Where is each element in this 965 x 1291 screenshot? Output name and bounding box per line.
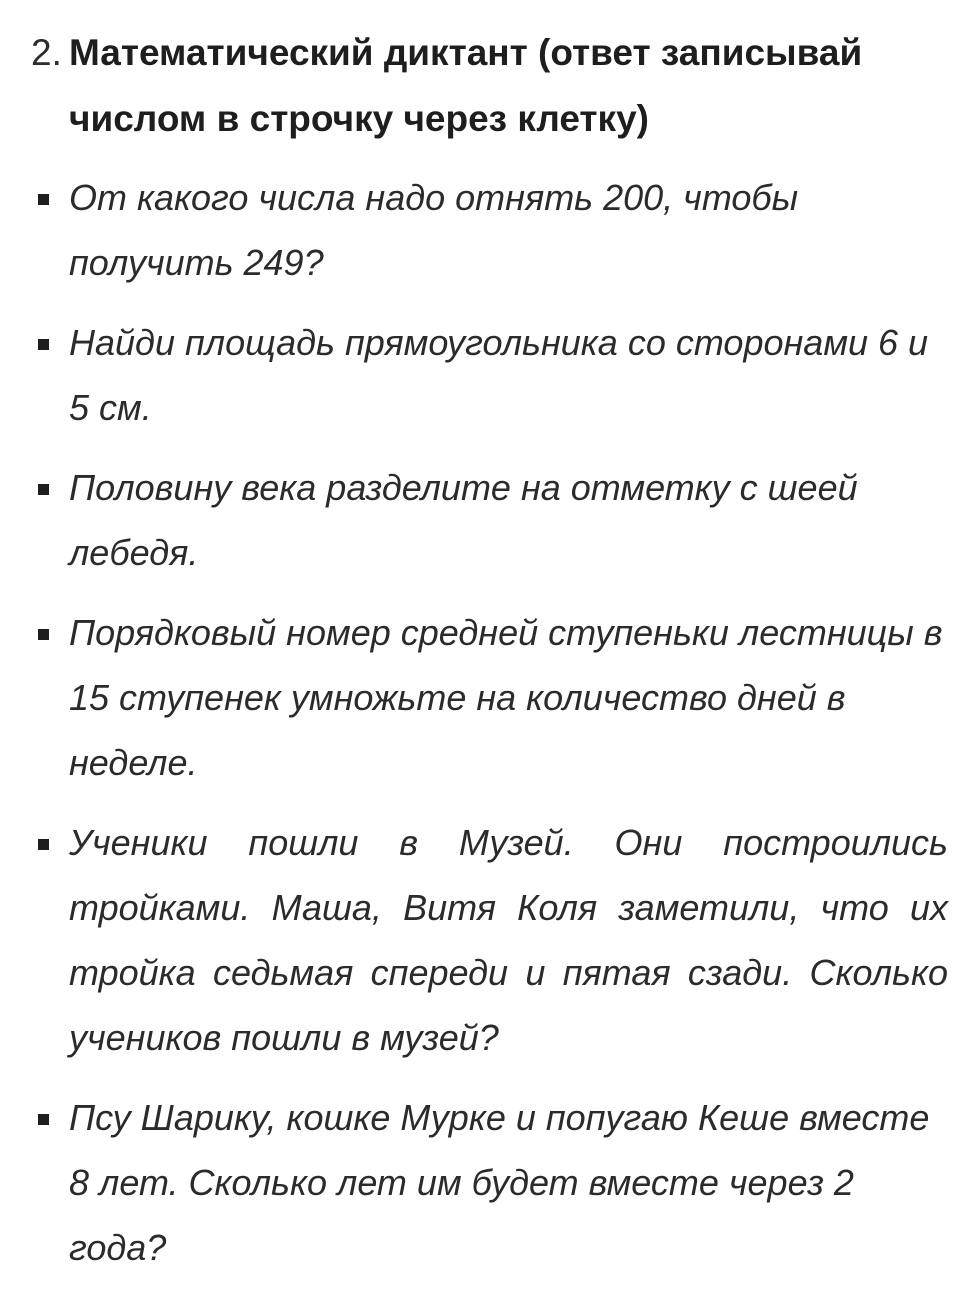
task-heading — [31, 20, 931, 152]
task-number: 2. — [31, 32, 62, 73]
list-item — [38, 310, 948, 440]
square-bullet-icon — [38, 1114, 49, 1125]
square-bullet-icon — [38, 194, 49, 205]
question-text: От какого числа надо отнять 200, чтобы получить 249? — [69, 177, 799, 283]
question-text: Найди площадь прямоугольника со сторонами 6 и 5 см. — [69, 322, 929, 428]
question-text: Псу Шарику, кошке Мурке и попугаю Кеше вместе 8 лет. Сколько лет им будет вместе через 2 года? — [69, 1097, 930, 1268]
list-item — [38, 455, 948, 585]
square-bullet-icon — [38, 629, 49, 640]
square-bullet-icon — [38, 839, 49, 850]
task-title: Математический диктант (ответ записывай числом в строчку через клетку) — [69, 32, 863, 139]
list-item — [38, 1085, 948, 1280]
list-item — [38, 600, 948, 795]
question-text: Порядковый номер средней ступеньки лестницы в 15 ступенек умножьте на количество дней в неделе. — [69, 612, 943, 783]
square-bullet-icon — [38, 339, 49, 350]
list-item — [38, 165, 948, 295]
square-bullet-icon — [38, 484, 49, 495]
question-text: Половину века разделите на отметку с шеей лебедя. — [69, 467, 858, 573]
list-item — [38, 810, 948, 1070]
question-text: Ученики пошли в Музей. Они построились тройками. Маша, Витя Коля заметили, что их тройка седьмая спереди и пятая сзади. Сколько учеников пошли в музей? — [69, 822, 948, 1058]
